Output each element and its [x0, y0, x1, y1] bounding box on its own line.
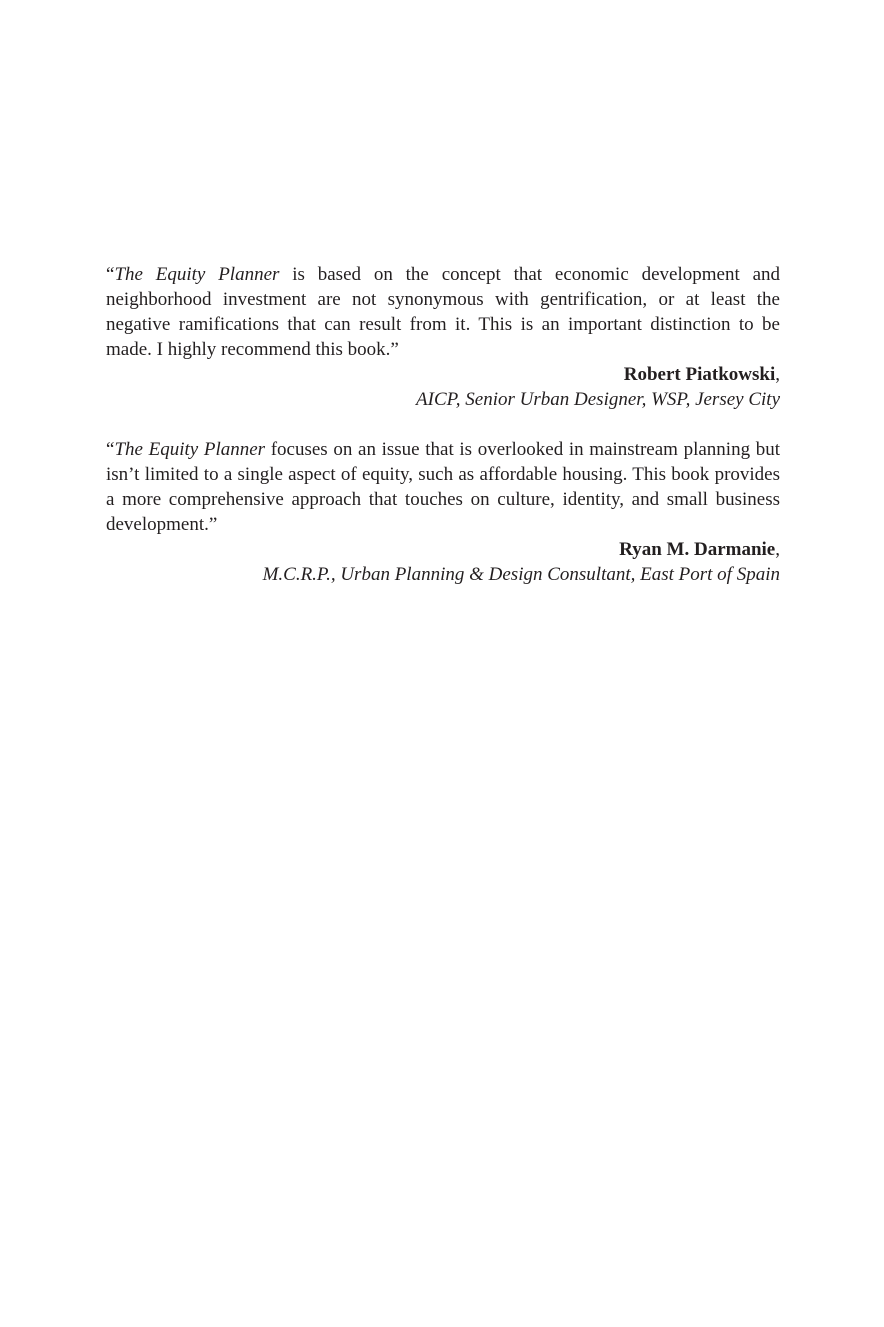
- book-title: The Equity Planner: [114, 439, 266, 460]
- quote-open-mark: “: [106, 439, 115, 460]
- endorsement-quote: [106, 262, 780, 362]
- quote-text: focuses on an issue that is overlooked in mainstream planning but isn’t limited to a single aspect of equity, such as affordable housing. This book provides a more comprehensive approach that touches on culture, identity, and small business development.”: [106, 439, 781, 535]
- quote-text: is based on the concept that economic development and neighborhood investment are not synonymous with gentrification, or at least the negative ramifications that can result from it. This is an important distinction to be made. I highly recommend this book.”: [106, 264, 780, 360]
- endorser-name-comma: ,: [775, 364, 780, 385]
- endorsement-ryan-darmanie: [106, 437, 780, 587]
- endorser-name-line: [106, 537, 780, 562]
- endorser-name-line: [106, 362, 780, 387]
- endorsement-robert-piatkowski: [106, 262, 780, 412]
- quote-open-mark: “: [106, 264, 115, 285]
- endorser-credentials: AICP, Senior Urban Designer, WSP, Jersey City: [416, 389, 780, 410]
- book-title: The Equity Planner: [114, 264, 280, 285]
- endorser-name: Robert Piatkowski: [623, 364, 776, 385]
- endorser-name-comma: ,: [775, 539, 780, 560]
- endorsement-quote: [106, 437, 780, 537]
- endorser-credentials: M.C.R.P., Urban Planning & Design Consultant, East Port of Spain: [262, 564, 780, 585]
- endorser-name: Ryan M. Darmanie: [619, 539, 776, 560]
